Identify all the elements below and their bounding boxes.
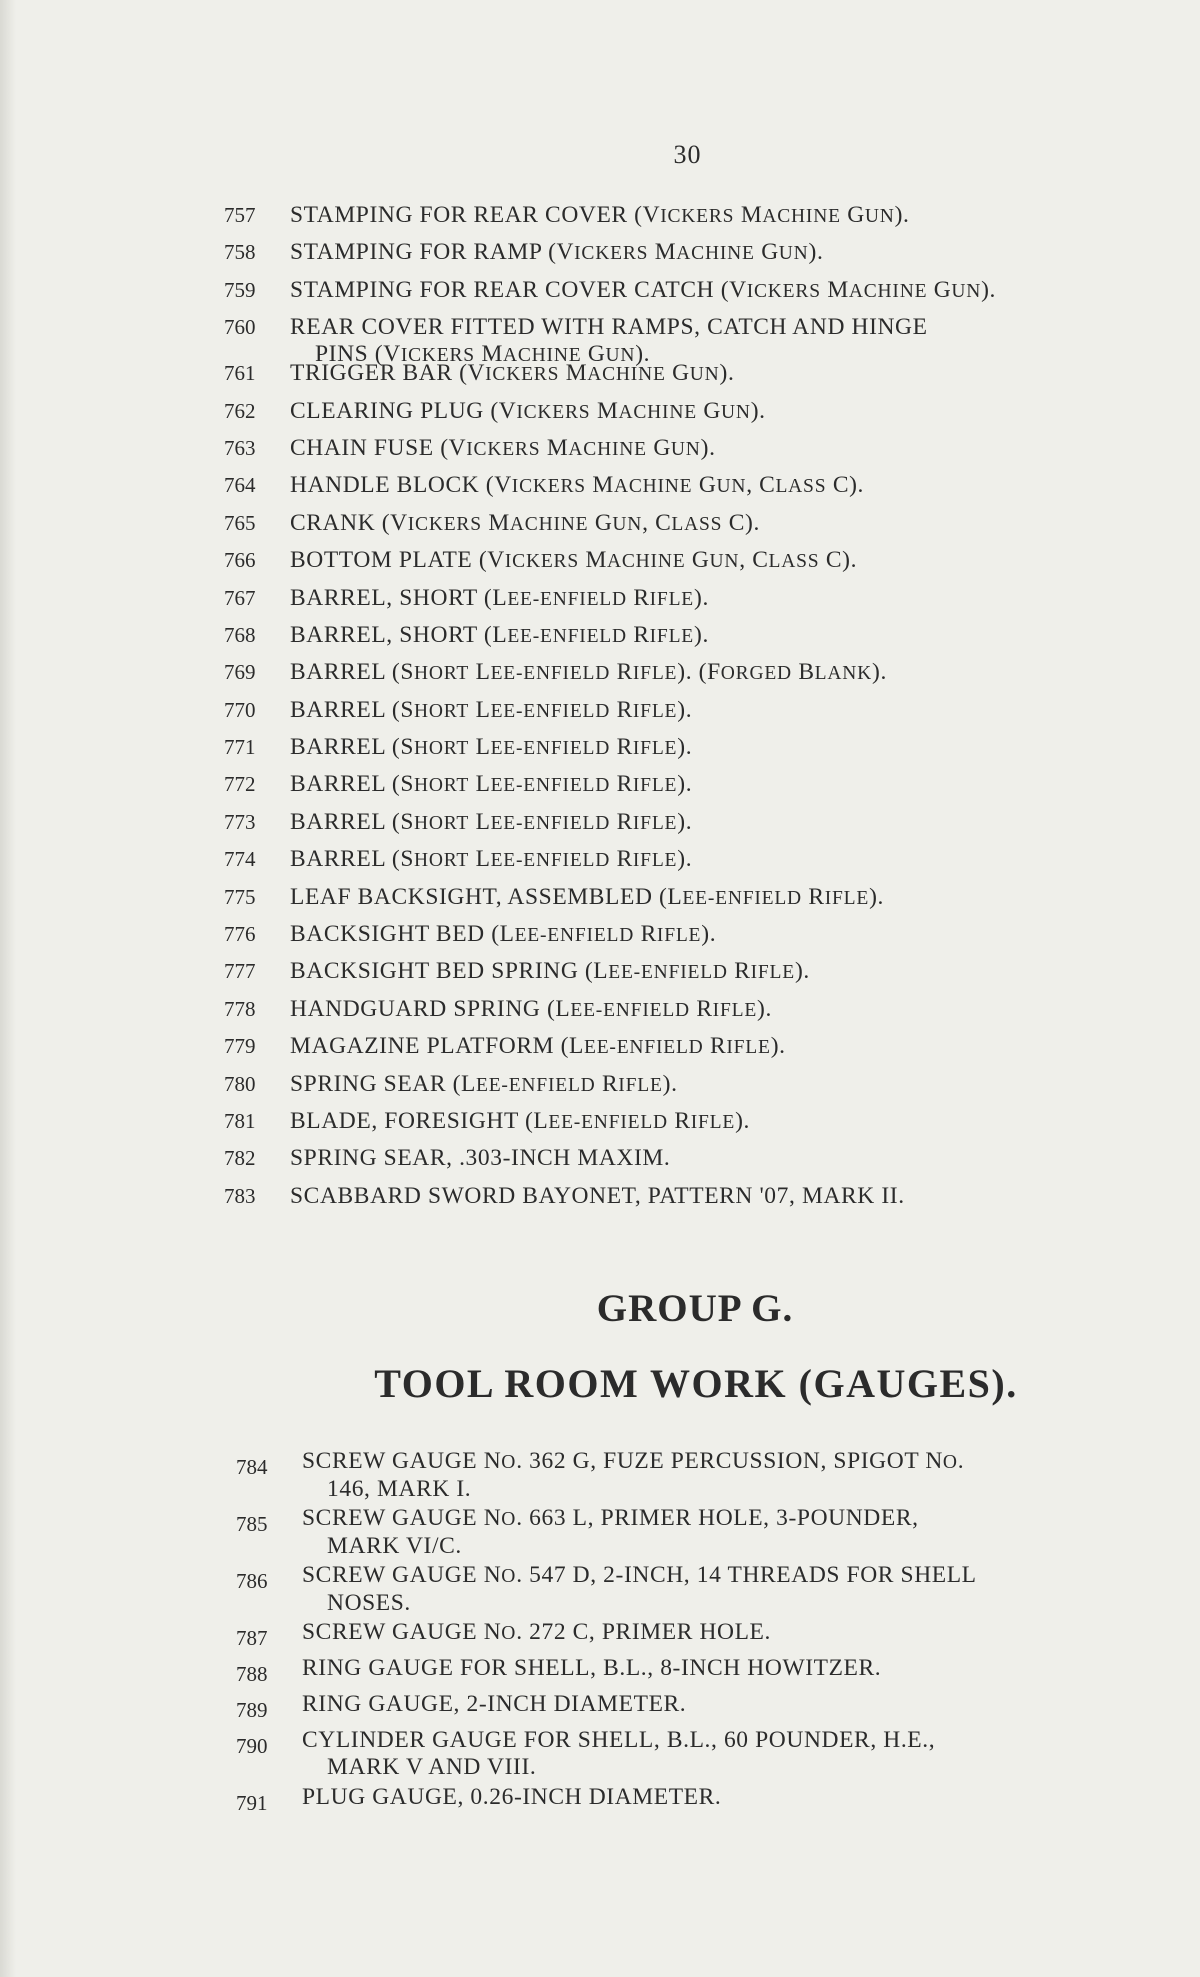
list-item — [0, 510, 1200, 547]
list-item — [0, 1505, 1200, 1561]
item-number: 784 — [236, 1455, 268, 1479]
item-number: 772 — [224, 772, 256, 797]
item-number: 785 — [236, 1512, 268, 1536]
list-item — [0, 1033, 1200, 1070]
item-description — [290, 435, 1150, 463]
list-item — [0, 884, 1200, 921]
item-description-line: MAGAZINE PLATFORM (LEE-ENFIELD RIFLE). — [290, 1033, 786, 1060]
item-number: 783 — [224, 1183, 256, 1208]
list-item — [0, 1691, 1200, 1726]
page-number: 30 — [673, 140, 702, 169]
item-description-line: BLADE, FORESIGHT (LEE-ENFIELD RIFLE). — [290, 1107, 750, 1134]
list-item — [0, 1071, 1200, 1108]
list-item — [0, 958, 1200, 995]
item-description — [290, 547, 1150, 575]
item-description-line: SCREW GAUGE NO. 547 D, 2-INCH, 14 THREADS FOR SHELL — [302, 1562, 977, 1588]
list-item — [0, 202, 1200, 239]
list-item — [0, 734, 1200, 771]
item-description — [302, 1784, 1160, 1811]
item-description — [290, 1183, 1150, 1210]
item-description — [290, 1145, 1150, 1172]
item-number: 763 — [224, 435, 256, 460]
item-description-line: SCREW GAUGE NO. 663 L, PRIMER HOLE, 3-POUNDER, — [302, 1505, 919, 1531]
item-number: 779 — [224, 1034, 256, 1059]
item-description — [290, 771, 1150, 799]
item-description — [302, 1691, 1160, 1718]
list-item — [0, 846, 1200, 883]
item-description-line: RING GAUGE FOR SHELL, B.L., 8-INCH HOWITZER. — [302, 1655, 882, 1681]
item-number: 768 — [224, 622, 256, 647]
item-number: 760 — [224, 315, 256, 340]
list-item — [0, 1562, 1200, 1618]
item-description — [302, 1727, 1160, 1781]
item-description-line: CLEARING PLUG (VICKERS MACHINE GUN). — [290, 397, 766, 424]
list-item — [0, 472, 1200, 509]
item-number: 790 — [236, 1734, 268, 1758]
item-description-line: SCREW GAUGE NO. 272 C, PRIMER HOLE. — [302, 1619, 771, 1645]
item-number: 791 — [236, 1791, 268, 1815]
item-number: 770 — [224, 697, 256, 722]
item-description-line: BARREL (SHORT LEE-ENFIELD RIFLE). (FORGED BLANK). — [290, 659, 887, 686]
item-number: 764 — [224, 473, 256, 498]
item-number: 786 — [236, 1569, 268, 1593]
item-description-line: SCREW GAUGE NO. 362 G, FUZE PERCUSSION, SPIGOT NO. — [302, 1448, 965, 1474]
item-description — [302, 1655, 1160, 1682]
list-item — [0, 585, 1200, 622]
item-description-continuation: PINS (VICKERS MACHINE GUN). — [315, 341, 651, 368]
item-description-line: SPRING SEAR (LEE-ENFIELD RIFLE). — [290, 1070, 678, 1097]
list-item — [0, 1727, 1200, 1783]
item-description-line: HANDLE BLOCK (VICKERS MACHINE GUN, CLASS C). — [290, 472, 864, 499]
item-description — [290, 277, 1150, 305]
item-description-line: BARREL, SHORT (LEE-ENFIELD RIFLE). — [290, 584, 709, 611]
item-description — [290, 1108, 1150, 1136]
item-description-continuation: MARK V AND VIII. — [327, 1754, 537, 1780]
item-description — [302, 1562, 1160, 1617]
item-description-line: TRIGGER BAR (VICKERS MACHINE GUN). — [290, 360, 735, 387]
item-number: 766 — [224, 548, 256, 573]
item-description — [290, 510, 1150, 538]
list-item — [0, 771, 1200, 808]
item-description — [290, 472, 1150, 500]
list-item — [0, 622, 1200, 659]
item-number: 788 — [236, 1662, 268, 1686]
item-number: 762 — [224, 398, 256, 423]
item-description — [290, 734, 1150, 762]
list-item — [0, 547, 1200, 584]
item-description — [290, 659, 1150, 687]
item-number: 789 — [236, 1698, 268, 1722]
list-item — [0, 398, 1200, 435]
list-item — [0, 1619, 1200, 1654]
list-item — [0, 1655, 1200, 1690]
item-number: 769 — [224, 660, 256, 685]
list-item — [0, 360, 1200, 397]
item-description-line: BARREL (SHORT LEE-ENFIELD RIFLE). — [290, 846, 693, 873]
item-description-line: CHAIN FUSE (VICKERS MACHINE GUN). — [290, 434, 716, 461]
group-heading: GROUP G. — [596, 1287, 794, 1330]
list-item — [0, 809, 1200, 846]
item-description-line: BACKSIGHT BED SPRING (LEE-ENFIELD RIFLE). — [290, 958, 810, 985]
list-item — [0, 921, 1200, 958]
list-item — [0, 1183, 1200, 1220]
item-description — [290, 202, 1150, 230]
item-description-line: BOTTOM PLATE (VICKERS MACHINE GUN, CLASS C). — [290, 547, 858, 574]
item-description — [290, 1071, 1150, 1099]
item-description-line: BARREL (SHORT LEE-ENFIELD RIFLE). — [290, 771, 693, 798]
item-number: 761 — [224, 361, 256, 386]
item-number: 776 — [224, 922, 256, 947]
list-item — [0, 659, 1200, 696]
item-number: 767 — [224, 585, 256, 610]
item-number: 773 — [224, 809, 256, 834]
item-description-line: PLUG GAUGE, 0.26-INCH DIAMETER. — [302, 1784, 722, 1810]
item-description-line: SPRING SEAR, .303-INCH MAXIM. — [290, 1145, 671, 1172]
item-number: 787 — [236, 1626, 268, 1650]
item-description — [290, 846, 1150, 874]
item-description — [290, 239, 1150, 267]
item-description — [290, 1033, 1150, 1061]
item-description-continuation: NOSES. — [327, 1590, 411, 1616]
entry-list-group-g — [0, 1448, 1200, 1820]
list-item — [0, 277, 1200, 314]
item-description — [290, 884, 1150, 912]
item-description — [290, 398, 1150, 426]
item-number: 781 — [224, 1108, 256, 1133]
item-number: 774 — [224, 847, 256, 872]
item-description — [302, 1448, 1160, 1503]
section-heading: TOOL ROOM WORK (GAUGES). — [374, 1361, 1018, 1406]
list-item — [0, 1108, 1200, 1145]
item-description-line: RING GAUGE, 2-INCH DIAMETER. — [302, 1691, 687, 1717]
item-description — [290, 360, 1150, 388]
item-number: 780 — [224, 1071, 256, 1096]
list-item — [0, 435, 1200, 472]
list-item — [0, 314, 1200, 368]
item-description — [302, 1505, 1160, 1560]
item-number: 757 — [224, 203, 256, 227]
item-description — [290, 958, 1150, 986]
item-description-line: HANDGUARD SPRING (LEE-ENFIELD RIFLE). — [290, 995, 772, 1022]
item-description-line: BACKSIGHT BED (LEE-ENFIELD RIFLE). — [290, 921, 717, 948]
item-description-line: CYLINDER GAUGE FOR SHELL, B.L., 60 POUNDER, H.E., — [302, 1727, 936, 1753]
item-description-line: STAMPING FOR RAMP (VICKERS MACHINE GUN). — [290, 239, 824, 266]
item-number: 771 — [224, 735, 256, 760]
list-item — [0, 239, 1200, 276]
list-item — [0, 1784, 1200, 1819]
item-description-line: REAR COVER FITTED WITH RAMPS, CATCH AND HINGE — [290, 314, 928, 341]
item-number: 775 — [224, 884, 256, 909]
item-number: 782 — [224, 1146, 256, 1171]
item-description — [290, 996, 1150, 1024]
item-description — [290, 622, 1150, 650]
item-description-line: CRANK (VICKERS MACHINE GUN, CLASS C). — [290, 509, 760, 536]
item-number: 759 — [224, 277, 256, 302]
item-description — [302, 1619, 1160, 1647]
item-description-line: BARREL (SHORT LEE-ENFIELD RIFLE). — [290, 696, 693, 723]
item-description — [290, 585, 1150, 613]
item-description-line: BARREL (SHORT LEE-ENFIELD RIFLE). — [290, 734, 693, 761]
item-description-line: STAMPING FOR REAR COVER CATCH (VICKERS MACHINE GUN). — [290, 276, 997, 303]
item-description-line: SCABBARD SWORD BAYONET, PATTERN '07, MARK II. — [290, 1182, 905, 1209]
list-item — [0, 1448, 1200, 1504]
item-description — [290, 697, 1150, 725]
item-description-line: LEAF BACKSIGHT, ASSEMBLED (LEE-ENFIELD RIFLE). — [290, 883, 884, 910]
list-item — [0, 1145, 1200, 1182]
item-description-continuation: 146, MARK I. — [327, 1476, 472, 1502]
item-number: 758 — [224, 240, 256, 265]
item-description — [290, 921, 1150, 949]
item-description-line: BARREL, SHORT (LEE-ENFIELD RIFLE). — [290, 621, 709, 648]
item-description-line: BARREL (SHORT LEE-ENFIELD RIFLE). — [290, 808, 693, 835]
item-number: 778 — [224, 996, 256, 1021]
list-item — [0, 996, 1200, 1033]
item-description-line: STAMPING FOR REAR COVER (VICKERS MACHINE GUN). — [290, 202, 910, 228]
item-number: 777 — [224, 959, 256, 984]
item-description-continuation: MARK VI/C. — [327, 1533, 462, 1559]
item-number: 765 — [224, 510, 256, 535]
list-item — [0, 697, 1200, 734]
item-description — [290, 809, 1150, 837]
entry-list-group-f — [0, 202, 1200, 1220]
